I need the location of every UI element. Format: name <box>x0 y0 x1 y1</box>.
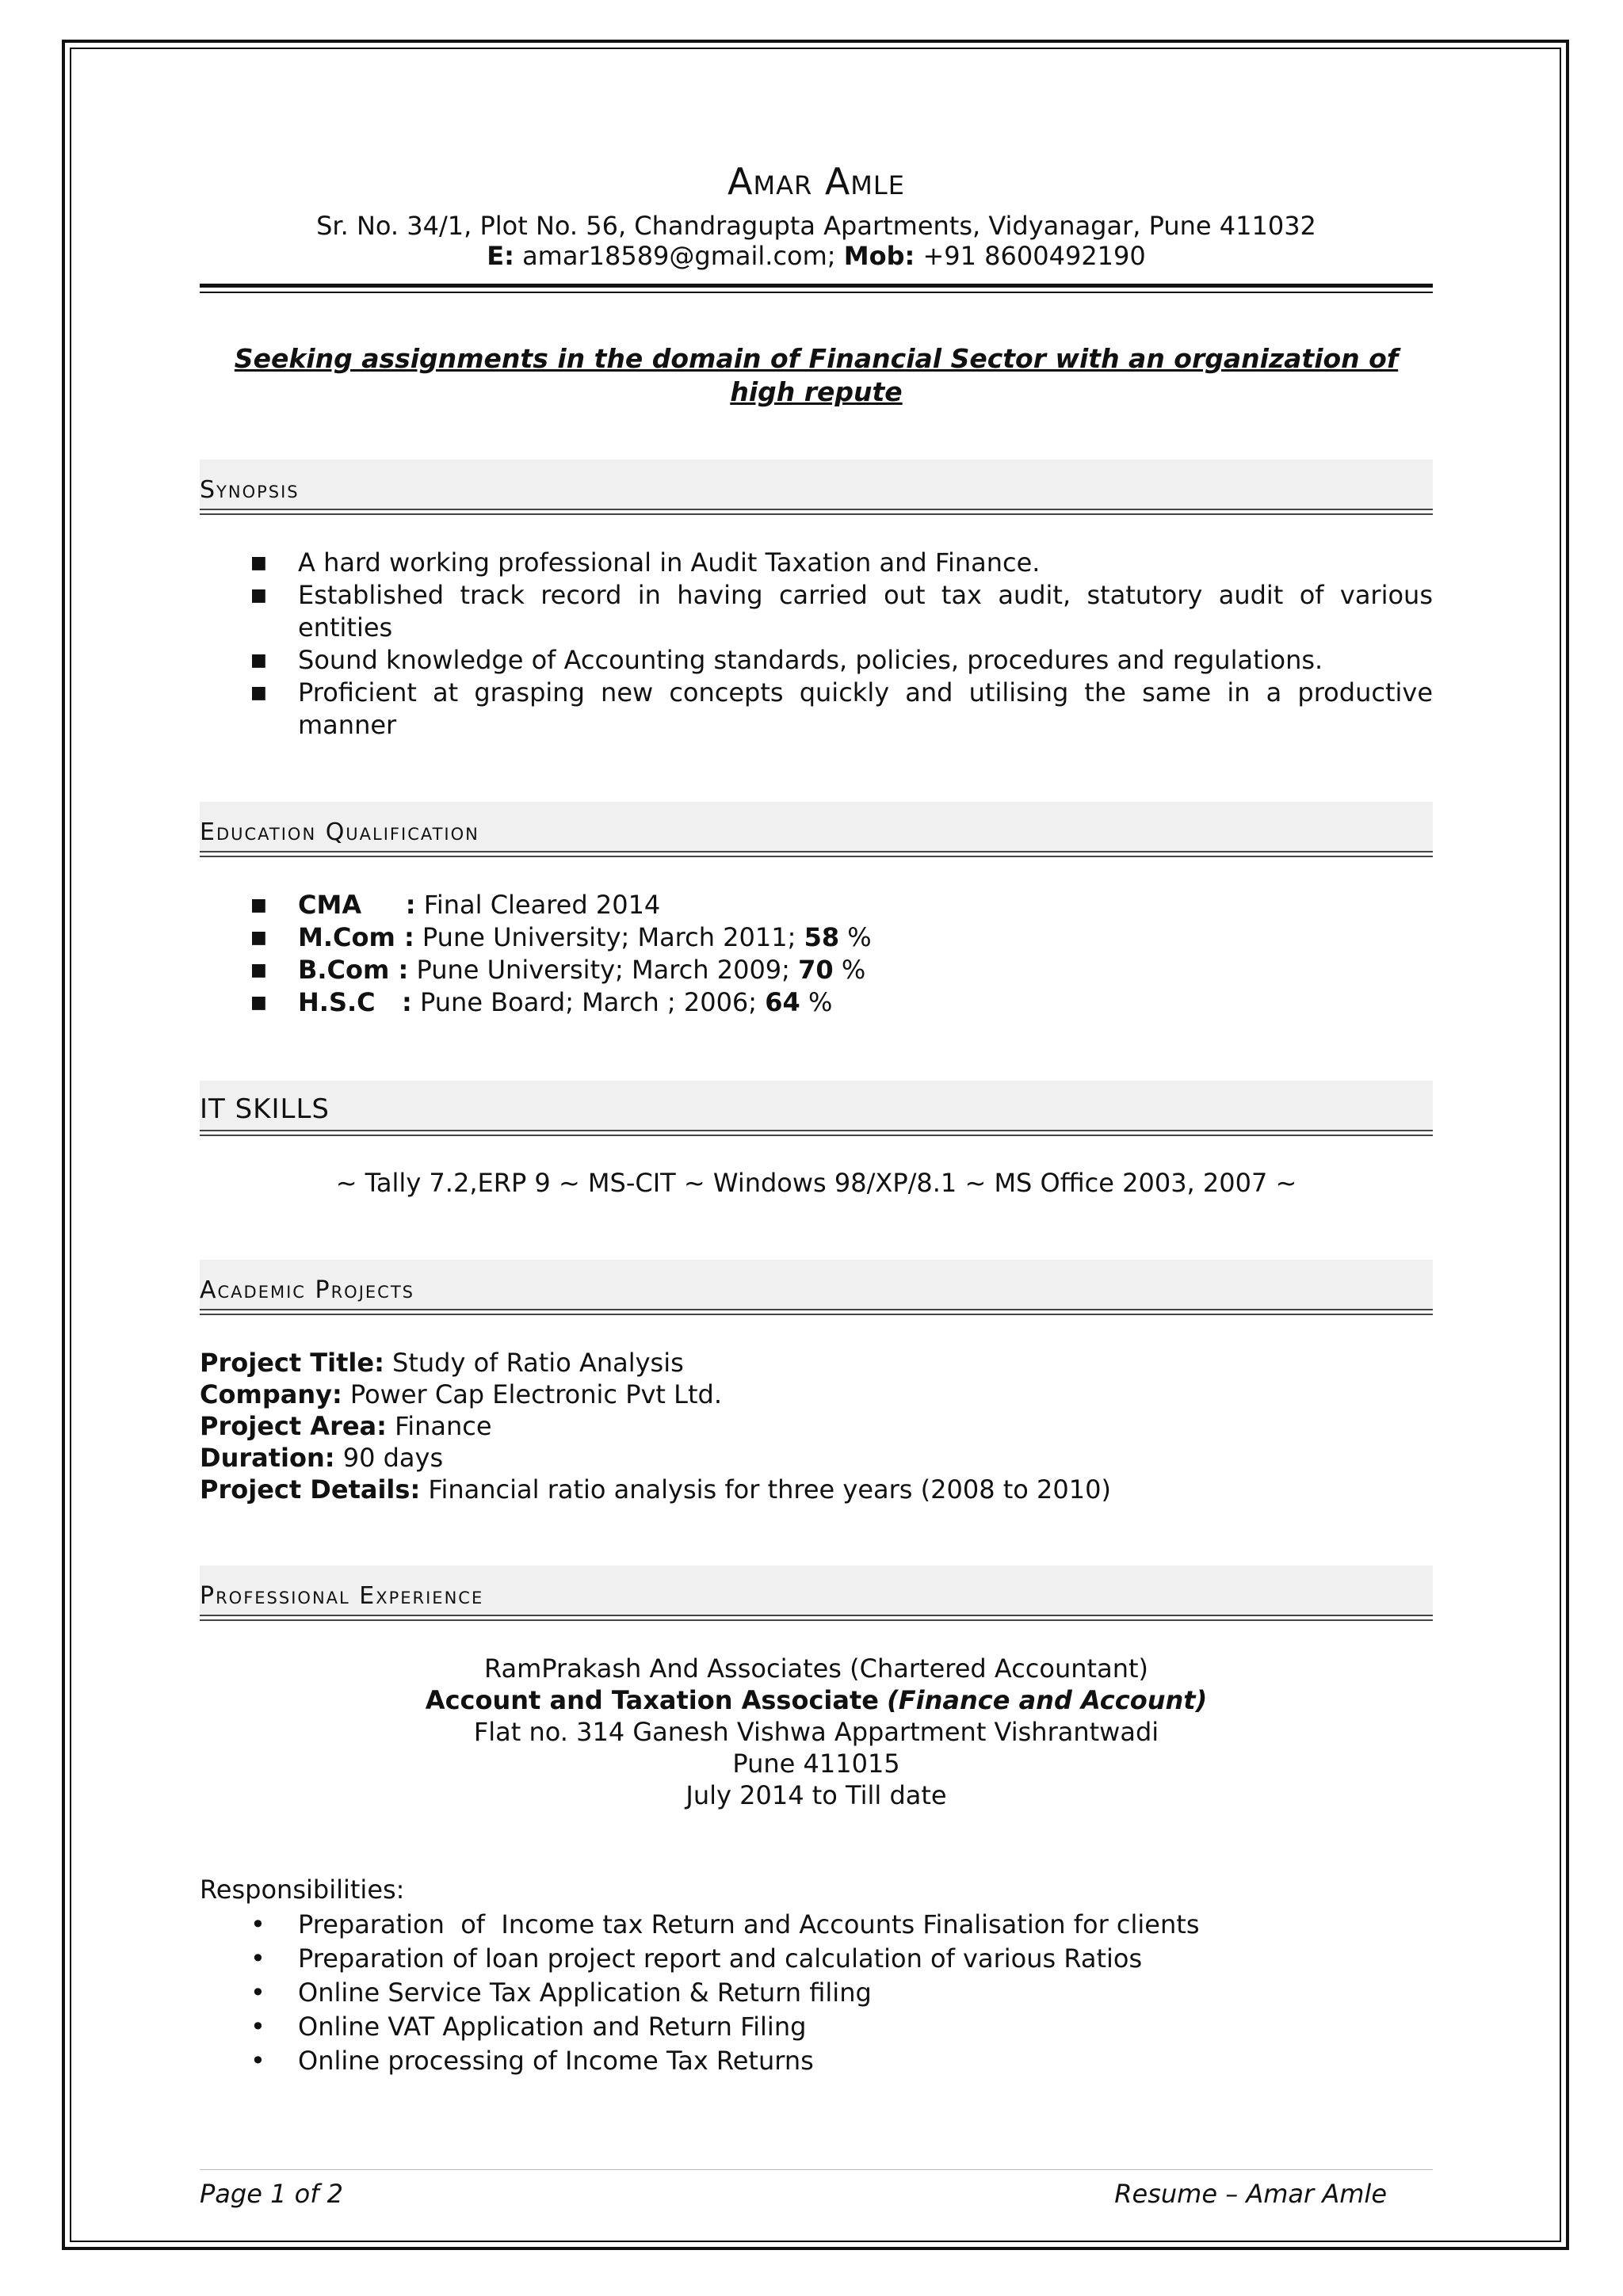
education-header <box>200 802 1433 852</box>
square-bullet-icon: ■ <box>250 683 267 703</box>
section-rule <box>200 509 1433 510</box>
list-item: • Preparation of loan project report and calculation of various Ratios <box>200 1942 1433 1976</box>
project-company-row: Company: Power Cap Electronic Pvt Ltd. <box>200 1379 722 1409</box>
square-bullet-icon: ■ <box>250 553 267 573</box>
synopsis-header <box>200 460 1433 510</box>
list-item: • Online VAT Application and Return Filing <box>200 2010 1433 2044</box>
projects-title: Academic Projects <box>200 1276 414 1304</box>
list-item: ■ Established track record in having carried out tax audit, statutory audit of various entities <box>250 580 1433 643</box>
project-details <box>200 1347 1433 1505</box>
bullet-icon: • <box>250 2046 265 2076</box>
mobile-value: +91 8600492190 <box>922 241 1146 271</box>
section-rule <box>200 851 1433 852</box>
job-role: Account and Taxation Associate (Finance and Account) <box>425 1685 1208 1715</box>
candidate-name: Amar Amle <box>727 160 905 203</box>
education-list <box>200 889 1433 1019</box>
section-rule <box>200 856 1433 857</box>
section-rule <box>200 1135 1433 1136</box>
responsibilities-list <box>200 1908 1433 2078</box>
list-item: • Online processing of Income Tax Returns <box>200 2044 1433 2078</box>
list-item: ■ A hard working professional in Audit Taxation and Finance. <box>250 547 1041 578</box>
list-item: ■ Proficient at grasping new concepts quickly and utilising the same in a productive manner <box>250 677 1433 740</box>
synopsis-list <box>200 547 1433 742</box>
employer-name: RamPrakash And Associates (Chartered Accountant) <box>483 1653 1148 1684</box>
section-rule <box>200 1619 1433 1621</box>
bullet-icon: • <box>250 1943 265 1974</box>
projects-header <box>200 1260 1433 1310</box>
footer-title: Resume – Amar Amle <box>1114 2179 1387 2209</box>
project-title-row: Project Title: Study of Ratio Analysis <box>200 1348 684 1378</box>
contact-line <box>200 241 1433 271</box>
list-item: ■ CMA : Final Cleared 2014 <box>250 890 661 920</box>
square-bullet-icon: ■ <box>250 928 267 948</box>
employer-address-2: Pune 411015 <box>732 1749 900 1779</box>
email-label: E: <box>487 241 514 271</box>
it-skills-header <box>200 1081 1433 1131</box>
bullet-icon: • <box>250 1909 265 1939</box>
square-bullet-icon: ■ <box>250 585 267 605</box>
header-rule-thick <box>200 284 1433 288</box>
list-item: • Preparation of Income tax Return and Accounts Finalisation for clients <box>200 1908 1433 1942</box>
it-skills-text: ~ Tally 7.2,ERP 9 ~ MS-CIT ~ Windows 98/XP/8.1 ~ MS Office 2003, 2007 ~ <box>335 1168 1297 1198</box>
responsibilities-heading: Responsibilities: <box>200 1875 405 1905</box>
email-value: amar18589@gmail.com; <box>522 241 836 271</box>
it-skills-title: IT SKILLS <box>200 1093 330 1125</box>
candidate-address: Sr. No. 34/1, Plot No. 56, Chandragupta Apartments, Vidyanagar, Pune 411032 <box>316 211 1316 241</box>
project-duration-row: Duration: 90 days <box>200 1443 444 1473</box>
employment-period: July 2014 to Till date <box>685 1780 947 1810</box>
list-item: ■ M.Com : Pune University; March 2011; 58 % <box>250 922 872 952</box>
project-area-row: Project Area: Finance <box>200 1411 492 1441</box>
experience-title: Professional Experience <box>200 1582 484 1610</box>
list-item: ■ Sound knowledge of Accounting standards, policies, procedures and regulations. <box>250 645 1323 675</box>
experience-header <box>200 1566 1433 1616</box>
footer-rule <box>200 2169 1433 2170</box>
section-rule <box>200 1309 1433 1310</box>
experience-block <box>200 1653 1433 1811</box>
square-bullet-icon: ■ <box>250 960 267 980</box>
career-objective: Seeking assignments in the domain of Financial Sector with an organization of high repute <box>234 343 1399 407</box>
synopsis-title: Synopsis <box>200 476 300 504</box>
bullet-icon: • <box>250 2012 265 2042</box>
list-item: • Online Service Tax Application & Return filing <box>200 1976 1433 2010</box>
page-number: Page 1 of 2 <box>200 2179 343 2209</box>
section-rule <box>200 1314 1433 1315</box>
project-details-row: Project Details: Financial ratio analysis for three years (2008 to 2010) <box>200 1474 1111 1505</box>
education-title: Education Qualification <box>200 818 479 846</box>
bullet-icon: • <box>250 1978 265 2008</box>
square-bullet-icon: ■ <box>250 650 267 670</box>
header-rule-thin <box>200 292 1433 293</box>
square-bullet-icon: ■ <box>250 895 267 915</box>
employer-address-1: Flat no. 314 Ganesh Vishwa Appartment Vishrantwadi <box>473 1717 1159 1747</box>
square-bullet-icon: ■ <box>250 993 267 1013</box>
list-item: ■ B.Com : Pune University; March 2009; 70 % <box>250 955 866 985</box>
list-item: ■ H.S.C : Pune Board; March ; 2006; 64 % <box>250 987 833 1017</box>
section-rule <box>200 1130 1433 1131</box>
section-rule <box>200 513 1433 515</box>
mobile-label: Mob: <box>843 241 915 271</box>
section-rule <box>200 1615 1433 1616</box>
